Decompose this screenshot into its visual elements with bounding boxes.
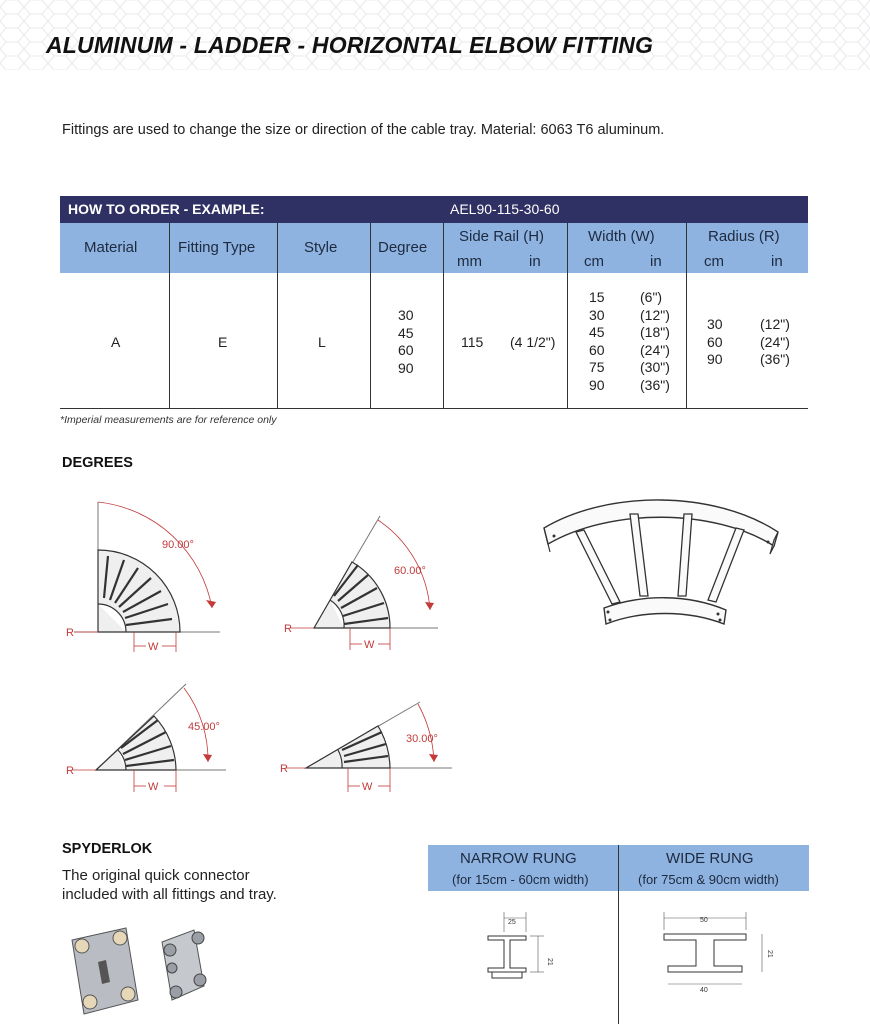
divider bbox=[277, 223, 278, 409]
divider bbox=[169, 223, 170, 409]
width-in-value: (36") bbox=[640, 376, 670, 393]
angle-label: 45.00° bbox=[188, 721, 220, 733]
cell-side-rail-mm: 115 bbox=[461, 334, 484, 350]
spyderlok-line1: The original quick connector bbox=[62, 867, 250, 884]
radius-in-value: (12") bbox=[760, 316, 790, 332]
cell-style: L bbox=[318, 334, 326, 350]
col-width: Width (W) bbox=[588, 228, 655, 245]
angle-label: 90.00° bbox=[162, 539, 194, 551]
degree-value: 45 bbox=[398, 324, 414, 341]
width-in-value: (12") bbox=[640, 306, 670, 323]
degree-value: 60 bbox=[398, 342, 414, 358]
width-cm-value: 30 bbox=[589, 306, 605, 323]
col-degree: Degree bbox=[378, 239, 428, 256]
elbow-30-diagram bbox=[278, 692, 458, 802]
degree-value: 30 bbox=[398, 307, 414, 323]
divider bbox=[686, 223, 687, 409]
wide-dim-bottom: 40 bbox=[700, 987, 708, 994]
table-bottom-rule bbox=[60, 408, 808, 409]
spyderlok-connector-illustration bbox=[66, 920, 226, 1020]
order-header-label: HOW TO ORDER - EXAMPLE: bbox=[68, 201, 265, 217]
w-label: W bbox=[148, 781, 159, 793]
imperial-note: *Imperial measurements are for reference only bbox=[60, 414, 277, 426]
wide-dim-top: 50 bbox=[700, 917, 708, 924]
unit-in-width: in bbox=[650, 253, 662, 270]
width-cm-value: 45 bbox=[589, 324, 605, 340]
w-label: W bbox=[364, 639, 375, 651]
elbow-90-diagram bbox=[60, 498, 230, 658]
cell-material: A bbox=[111, 334, 121, 350]
rung-divider bbox=[618, 845, 619, 1024]
angle-label: 60.00° bbox=[394, 565, 426, 577]
cell-width-cm bbox=[589, 289, 605, 394]
unit-cm-width: cm bbox=[584, 253, 604, 270]
radius-cm-value: 30 bbox=[707, 316, 723, 332]
spyderlok-heading: SPYDERLOK bbox=[62, 841, 153, 857]
degrees-heading: DEGREES bbox=[62, 455, 133, 471]
narrow-rung-title: NARROW RUNG bbox=[460, 850, 577, 867]
r-label: R bbox=[284, 623, 292, 635]
cell-width-in bbox=[640, 289, 670, 394]
width-in-value: (30") bbox=[640, 359, 670, 375]
width-cm-value: 90 bbox=[589, 376, 605, 393]
col-material: Material bbox=[84, 239, 138, 256]
w-label: W bbox=[148, 641, 159, 653]
width-cm-value: 15 bbox=[589, 289, 605, 305]
cell-radius-cm bbox=[707, 316, 723, 369]
degree-value: 90 bbox=[398, 359, 414, 376]
wide-rung-profile bbox=[650, 906, 780, 1016]
r-label: R bbox=[280, 763, 288, 775]
narrow-rung-subtitle: (for 15cm - 60cm width) bbox=[452, 872, 589, 887]
w-label: W bbox=[362, 781, 373, 793]
unit-in-rail: in bbox=[529, 253, 541, 270]
width-cm-value: 60 bbox=[589, 341, 605, 358]
radius-in-value: (24") bbox=[760, 333, 790, 350]
elbow-45-diagram bbox=[60, 676, 230, 796]
cell-fitting-type: E bbox=[218, 334, 228, 350]
col-side-rail: Side Rail (H) bbox=[459, 228, 545, 245]
cell-side-rail-in: (4 1/2") bbox=[510, 334, 556, 350]
order-table-column-headers bbox=[60, 223, 808, 273]
divider bbox=[567, 223, 568, 409]
cell-radius-in bbox=[760, 316, 790, 369]
divider bbox=[370, 223, 371, 409]
unit-in-radius: in bbox=[771, 253, 783, 270]
r-label: R bbox=[66, 627, 74, 639]
col-radius: Radius (R) bbox=[708, 228, 780, 245]
r-label: R bbox=[66, 765, 74, 777]
width-in-value: (24") bbox=[640, 341, 670, 358]
unit-cm-radius: cm bbox=[704, 253, 724, 270]
width-in-value: (6") bbox=[640, 289, 663, 305]
spyderlok-line2: included with all fittings and tray. bbox=[62, 886, 277, 903]
page-title: ALUMINUM - LADDER - HORIZONTAL ELBOW FITTING bbox=[46, 32, 654, 58]
spyderlok-description bbox=[62, 866, 277, 904]
narrow-dim-top: 25 bbox=[508, 919, 516, 926]
ladder-elbow-3d-illustration bbox=[538, 492, 788, 637]
divider bbox=[443, 223, 444, 409]
width-in-value: (18") bbox=[640, 324, 670, 340]
order-table-header bbox=[60, 196, 808, 223]
radius-in-value: (36") bbox=[760, 351, 790, 367]
angle-label: 30.00° bbox=[406, 733, 438, 745]
wide-dim-side: 21 bbox=[766, 950, 773, 958]
col-fitting-type: Fitting Type bbox=[178, 239, 256, 256]
wide-rung-title: WIDE RUNG bbox=[666, 850, 754, 867]
radius-cm-value: 60 bbox=[707, 333, 723, 350]
width-cm-value: 75 bbox=[589, 359, 605, 375]
elbow-60-diagram bbox=[278, 510, 448, 660]
col-style: Style bbox=[304, 239, 338, 256]
order-example-code: AEL90-115-30-60 bbox=[450, 201, 560, 217]
intro-text: Fittings are used to change the size or direction of the cable tray. Material: 6063 T6 aluminum. bbox=[62, 122, 665, 138]
unit-mm: mm bbox=[457, 253, 482, 270]
narrow-dim-side: 21 bbox=[546, 958, 553, 966]
cell-degree bbox=[398, 307, 414, 377]
narrow-rung-profile bbox=[468, 906, 578, 1016]
radius-cm-value: 90 bbox=[707, 351, 723, 367]
wide-rung-subtitle: (for 75cm & 90cm width) bbox=[638, 872, 779, 887]
